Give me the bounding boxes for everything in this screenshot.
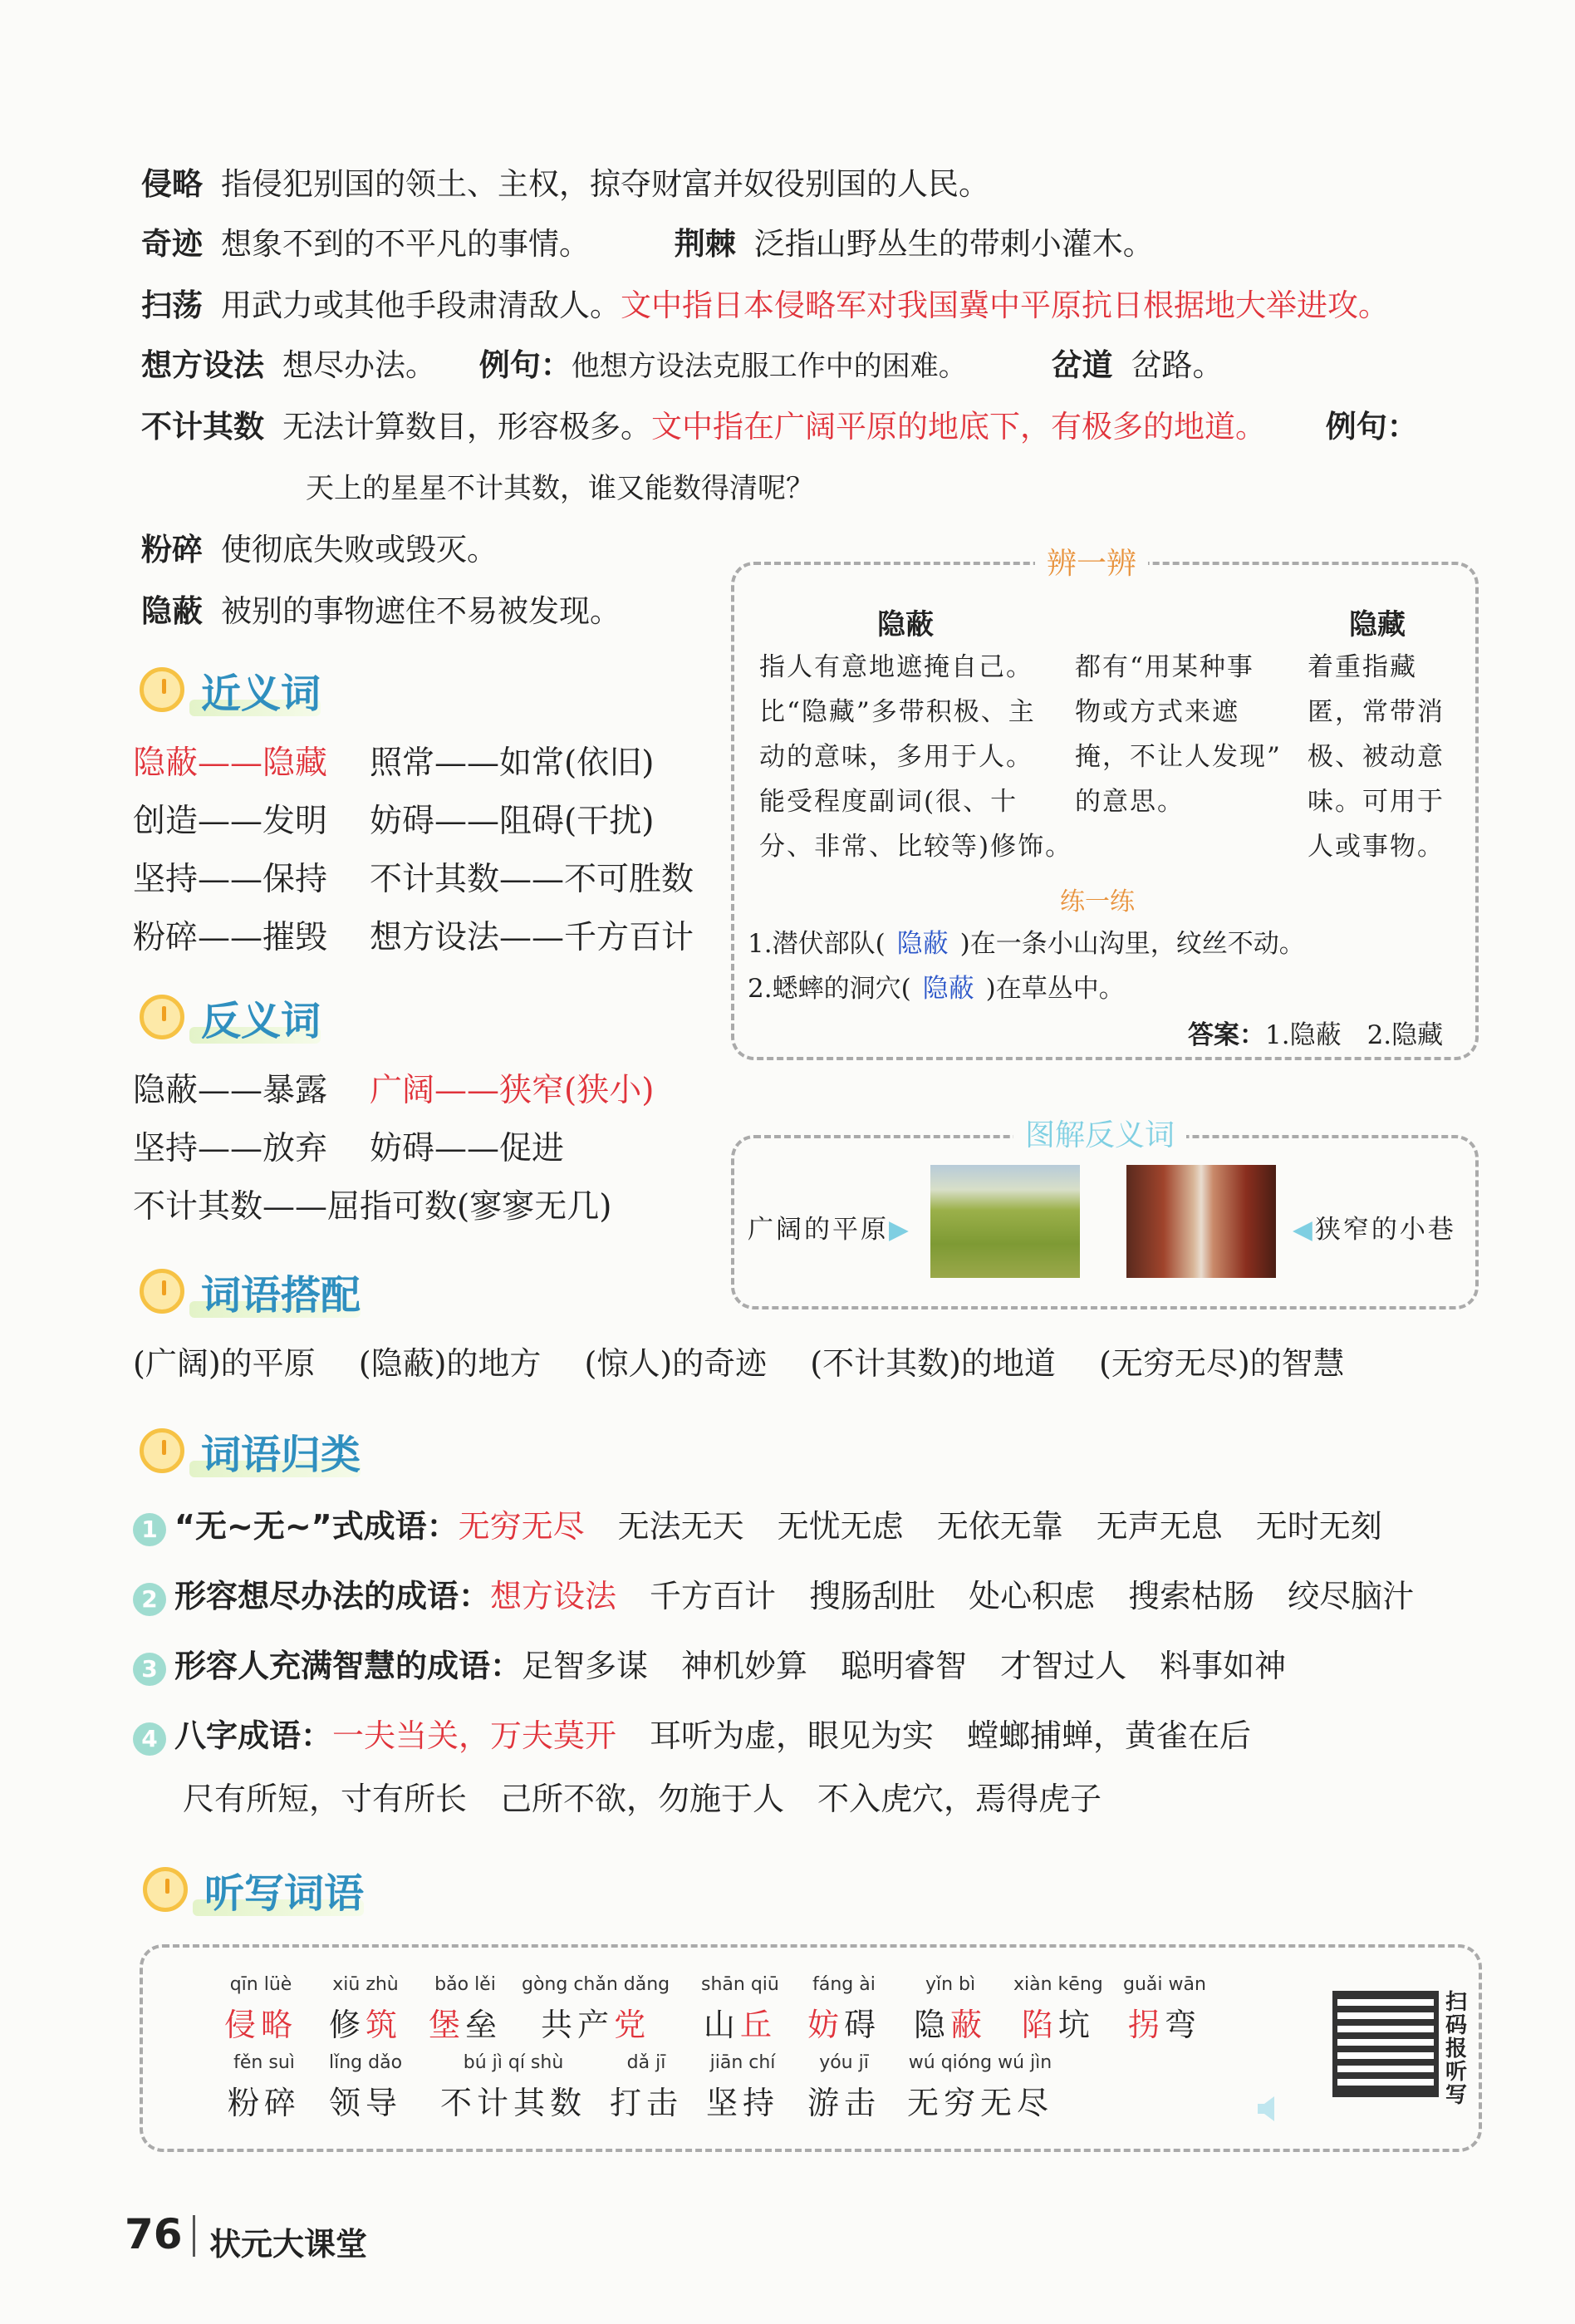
distinguish-middle-text: 都有“用某种事 物或方式来遮 掩，不让人发现” 的意思。 bbox=[1075, 652, 1282, 817]
distinguish-left-text: 指人有意地遮掩自己。 比“隐藏”多带积极、主 动的意味，多用于人。 能受程度副词(很、十 分、非常、比较等)修饰。 bbox=[759, 652, 1073, 862]
def-bujiqishu: 不计其数 无法计算数目，形容极多。文中指在广阔平原的地底下，有极多的地道。 例句： bbox=[141, 409, 1418, 445]
illustration-title: 图解反义词 bbox=[1013, 1112, 1186, 1154]
qr-code[interactable] bbox=[1332, 1991, 1439, 2097]
dictation-word: gòng chǎn dǎng 共产党 bbox=[522, 1974, 670, 2043]
classify-row-1: 1 “无~无~”式成语：无穷无尽 无法无天 无忧无虑 无依无靠 无声无息 无时无刻 bbox=[133, 1501, 1382, 1552]
section-antonyms-heading: 反义词 bbox=[140, 985, 321, 1049]
synonym-row: 创造——发明 妨碍——阻碍(干扰) bbox=[133, 803, 655, 840]
footer-divider bbox=[193, 2215, 195, 2257]
dictation-word: shān qiū 山丘 bbox=[701, 1974, 779, 2043]
speaker-icon bbox=[1254, 2094, 1288, 2124]
page-number: 76 bbox=[125, 2210, 183, 2258]
synonym-row: 粉碎——摧毁 想方设法——千方百计 bbox=[133, 919, 694, 956]
antonym-row: 不计其数——屈指可数(寥寥无几) bbox=[133, 1188, 612, 1226]
synonym-row: 隐蔽——隐藏 照常——如常(依旧) bbox=[133, 744, 655, 782]
def-xiangfang: 想方设法 想尽办法。 例句：他想方设法克服工作中的困难。 岔道 岔路。 bbox=[141, 347, 1224, 383]
def-qiji: 奇迹 想象不到的不平凡的事情。 荆棘 泛指山野丛生的带刺小灌木。 bbox=[141, 226, 1154, 262]
clock-icon bbox=[143, 1867, 188, 1912]
dictation-word: wú qióng wú jìn 无穷无尽 bbox=[907, 2052, 1054, 2121]
distinguish-right-head: 隐藏 bbox=[1349, 608, 1406, 641]
def-fensui: 粉碎 使彻底失败或毁灭。 bbox=[141, 532, 498, 567]
illustration-right-caption: ◀狭窄的小巷 bbox=[1293, 1215, 1456, 1245]
dictation-word: fáng ài 妨碍 bbox=[807, 1974, 881, 2043]
plain-image bbox=[930, 1165, 1080, 1278]
practice-q1: 1.潜伏部队( 隐蔽 )在一条小山沟里，纹丝不动。 bbox=[748, 929, 1305, 959]
def-saodang: 扫荡 用武力或其他手段肃清敌人。文中指日本侵略军对我国冀中平原抗日根据地大举进攻。 bbox=[141, 287, 1389, 323]
clock-icon bbox=[140, 995, 184, 1039]
classify-row-3: 3 形容人充满智慧的成语：足智多谋 神机妙算 聪明睿智 才智过人 料事如神 bbox=[133, 1640, 1286, 1692]
alley-image bbox=[1126, 1165, 1276, 1278]
qr-label: 扫码报听写 bbox=[1445, 1990, 1468, 2108]
synonym-row: 坚持——保持 不计其数——不可胜数 bbox=[133, 861, 694, 898]
distinguish-right-text: 着重指藏 匿，常带消 极、被动意 味。可用于 人或事物。 bbox=[1308, 652, 1445, 862]
section-classify-heading: 词语归类 bbox=[140, 1419, 361, 1482]
illustration-left-caption: 广阔的平原▶ bbox=[748, 1215, 911, 1245]
dictation-word: jiān chí 坚持 bbox=[706, 2052, 780, 2121]
book-title: 状元大课堂 bbox=[209, 2225, 368, 2263]
def-qinlue: 侵略 指侵犯别国的领土、主权，掠夺财富并奴役别国的人民。 bbox=[141, 166, 989, 202]
dictation-word: guǎi wān 拐弯 bbox=[1123, 1974, 1206, 2043]
clock-icon bbox=[140, 1428, 184, 1473]
dictation-word: qīn lüè 侵略 bbox=[224, 1974, 298, 2043]
practice-title: 练一练 bbox=[1060, 887, 1135, 916]
clock-icon bbox=[140, 667, 184, 712]
antonym-row: 坚持——放弃 妨碍——促进 bbox=[133, 1130, 565, 1167]
classify-row-2: 2 形容想尽办法的成语：想方设法 千方百计 搜肠刮肚 处心积虑 搜索枯肠 绞尽脑汁 bbox=[133, 1570, 1414, 1622]
dictation-word: fěn suì 粉碎 bbox=[228, 2052, 302, 2121]
dictation-word: xiàn kēng 陷坑 bbox=[1013, 1974, 1103, 2043]
dictation-word: bǎo lěi 堡垒 bbox=[429, 1974, 503, 2043]
dictation-word: xiū zhù 修筑 bbox=[329, 1974, 403, 2043]
practice-answer: 答案：1.隐蔽 2.隐藏 bbox=[1188, 1020, 1444, 1050]
def-bujiqishu-example: 天上的星星不计其数，谁又能数得清呢？ bbox=[306, 472, 814, 505]
collocation-row: (广阔)的平原 (隐蔽)的地方 (惊人)的奇迹 (不计其数)的地道 (无穷无尽)的智慧 bbox=[133, 1345, 1345, 1382]
distinguish-title: 辨一辨 bbox=[1035, 540, 1148, 582]
section-dictation-heading: 听写词语 bbox=[143, 1858, 364, 1921]
classify-row-4-extra: 尺有所短，寸有所长 己所不欲，勿施于人 不入虎穴，焉得虎子 bbox=[183, 1781, 1102, 1817]
def-yinbi: 隐蔽 被别的事物遮住不易被发现。 bbox=[141, 593, 621, 629]
practice-q2: 2.蟋蟀的洞穴( 隐蔽 )在草丛中。 bbox=[748, 974, 1125, 1004]
clock-icon bbox=[140, 1269, 184, 1314]
dictation-word: lǐng dǎo 领导 bbox=[329, 2052, 403, 2121]
section-synonyms-heading: 近义词 bbox=[140, 658, 321, 721]
distinguish-left-head: 隐蔽 bbox=[877, 608, 934, 641]
classify-row-4: 4 八字成语：一夫当关，万夫莫开 耳听为虚，眼见为实 螳螂捕蝉，黄雀在后 bbox=[133, 1710, 1251, 1761]
dictation-word: yóu jī 游击 bbox=[807, 2052, 881, 2121]
dictation-word: yǐn bì 隐蔽 bbox=[914, 1974, 988, 2043]
dictation-word: bú jì qí shù 不计其数 bbox=[440, 2052, 587, 2121]
antonym-row: 隐蔽——暴露 广阔——狭窄(狭小) bbox=[133, 1072, 655, 1109]
dictation-word: dǎ jī 打击 bbox=[610, 2052, 684, 2121]
section-collocation-heading: 词语搭配 bbox=[140, 1260, 361, 1323]
